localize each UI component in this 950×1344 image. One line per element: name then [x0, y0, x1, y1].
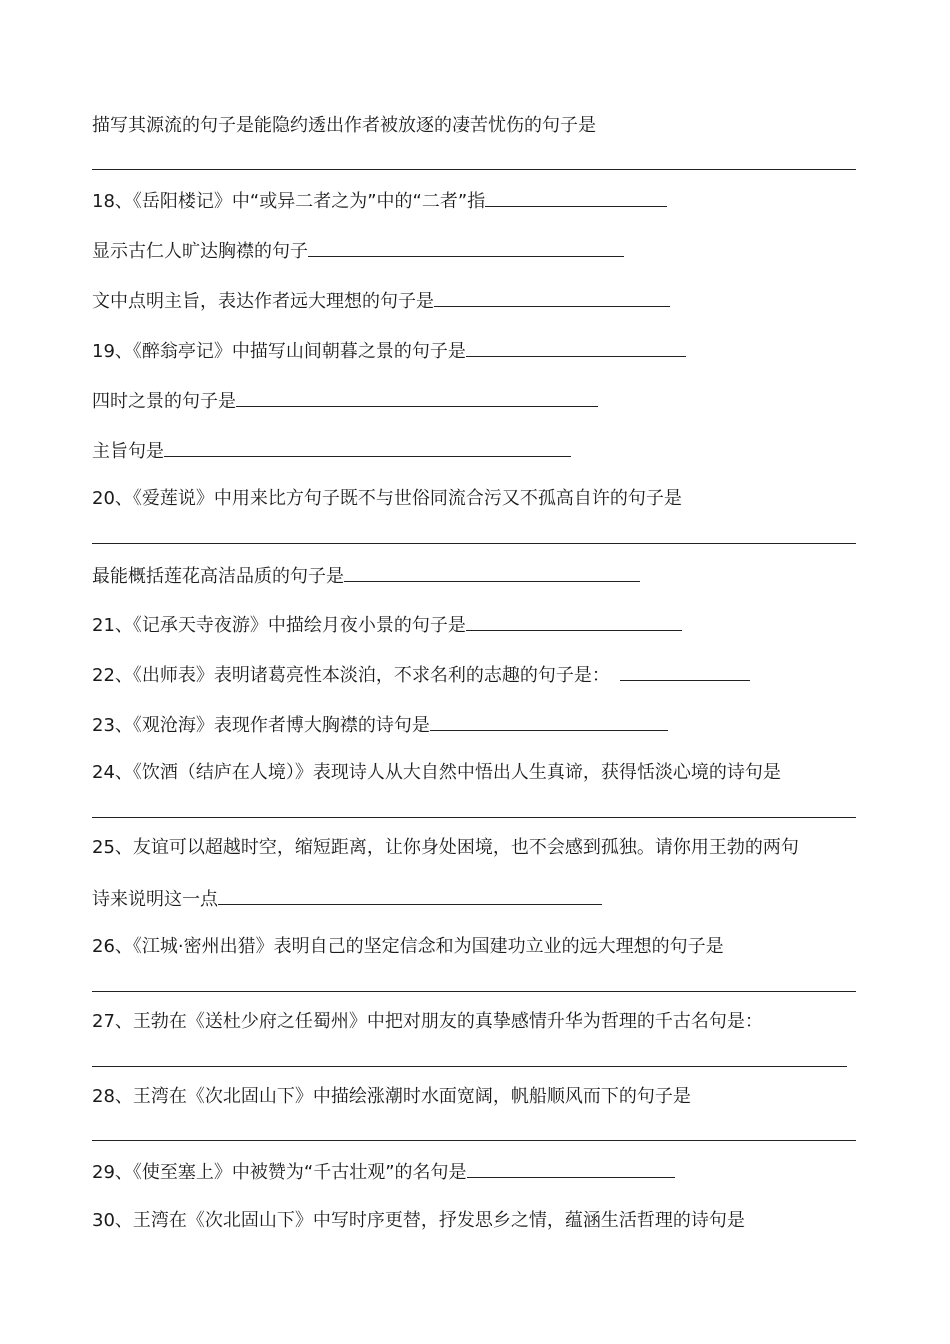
answer-blank[interactable] — [236, 388, 598, 407]
question-18b-text: 显示古仁人旷达胸襟的句子 — [92, 241, 308, 262]
question-19b-text: 四时之景的句子是 — [92, 391, 236, 412]
question-27-line — [92, 1010, 763, 1034]
question-21-line — [92, 612, 682, 638]
answer-rule[interactable] — [92, 1140, 856, 1141]
answer-blank[interactable] — [430, 712, 668, 731]
question-22-line — [92, 662, 750, 688]
question-25-text: 25、友谊可以超越时空，缩短距离，让你身处困境，也不会感到孤独。请你用王勃的两句 — [92, 837, 799, 858]
question-24-line — [92, 761, 781, 785]
question-19c-line — [92, 438, 571, 464]
answer-rule[interactable] — [92, 543, 856, 544]
question-26-line — [92, 935, 724, 959]
question-17-line — [92, 114, 596, 138]
question-28-line — [92, 1085, 691, 1109]
question-20-line — [92, 487, 682, 511]
question-23-text: 23、《观沧海》表现作者博大胸襟的诗句是 — [92, 715, 430, 736]
question-24-text: 24、《饮酒（结庐在人境）》表现诗人从大自然中悟出人生真谛，获得恬淡心境的诗句是 — [92, 762, 781, 783]
question-25b-text: 诗来说明这一点 — [92, 889, 218, 910]
question-29-line — [92, 1159, 675, 1185]
answer-rule[interactable] — [92, 169, 856, 170]
question-17-text: 描写其源流的句子是能隐约透出作者被放逐的凄苦忧伤的句子是 — [92, 115, 596, 136]
question-19c-text: 主旨句是 — [92, 441, 164, 462]
question-18b-line — [92, 238, 624, 264]
question-27-text: 27、王勃在《送杜少府之任蜀州》中把对朋友的真挚感情升华为哲理的千古名句是： — [92, 1011, 763, 1032]
answer-blank[interactable] — [467, 1159, 675, 1178]
question-28-text: 28、王湾在《次北固山下》中描绘涨潮时水面宽阔，帆船顺风而下的句子是 — [92, 1086, 691, 1107]
answer-rule[interactable] — [92, 1066, 847, 1067]
answer-rule[interactable] — [92, 817, 856, 818]
answer-blank[interactable] — [344, 563, 640, 582]
question-25-line — [92, 836, 799, 860]
question-20b-line — [92, 563, 640, 589]
answer-blank[interactable] — [218, 886, 602, 905]
answer-rule[interactable] — [92, 991, 856, 992]
question-25b-line — [92, 886, 602, 912]
question-20b-text: 最能概括莲花高洁品质的句子是 — [92, 566, 344, 587]
answer-blank[interactable] — [466, 612, 682, 631]
question-18c-line — [92, 288, 670, 314]
question-30-line — [92, 1209, 745, 1233]
question-19b-line — [92, 388, 598, 414]
answer-blank[interactable] — [485, 188, 667, 207]
answer-blank[interactable] — [308, 238, 624, 257]
question-23-line — [92, 712, 668, 738]
answer-blank[interactable] — [620, 662, 750, 681]
question-22-text: 22、《出师表》表明诸葛亮性本淡泊，不求名利的志趣的句子是： — [92, 665, 610, 686]
answer-blank[interactable] — [434, 288, 670, 307]
question-18c-text: 文中点明主旨，表达作者远大理想的句子是 — [92, 291, 434, 312]
answer-blank[interactable] — [164, 438, 571, 457]
question-18-text: 18、《岳阳楼记》中“或异二者之为”中的“二者”指 — [92, 191, 486, 212]
question-19-line — [92, 338, 686, 364]
question-21-text: 21、《记承天寺夜游》中描绘月夜小景的句子是 — [92, 615, 466, 636]
question-26-text: 26、《江城·密州出猎》表明自己的坚定信念和为国建功立业的远大理想的句子是 — [92, 936, 724, 957]
question-19-text: 19、《醉翁亭记》中描写山间朝暮之景的句子是 — [92, 341, 466, 362]
question-29-text: 29、《使至塞上》中被赞为“千古壮观”的名句是 — [92, 1162, 467, 1183]
question-30-text: 30、王湾在《次北固山下》中写时序更替，抒发思乡之情，蕴涵生活哲理的诗句是 — [92, 1210, 745, 1231]
question-18-line — [92, 188, 667, 214]
question-20-text: 20、《爱莲说》中用来比方句子既不与世俗同流合污又不孤高自许的句子是 — [92, 488, 682, 509]
answer-blank[interactable] — [466, 338, 686, 357]
